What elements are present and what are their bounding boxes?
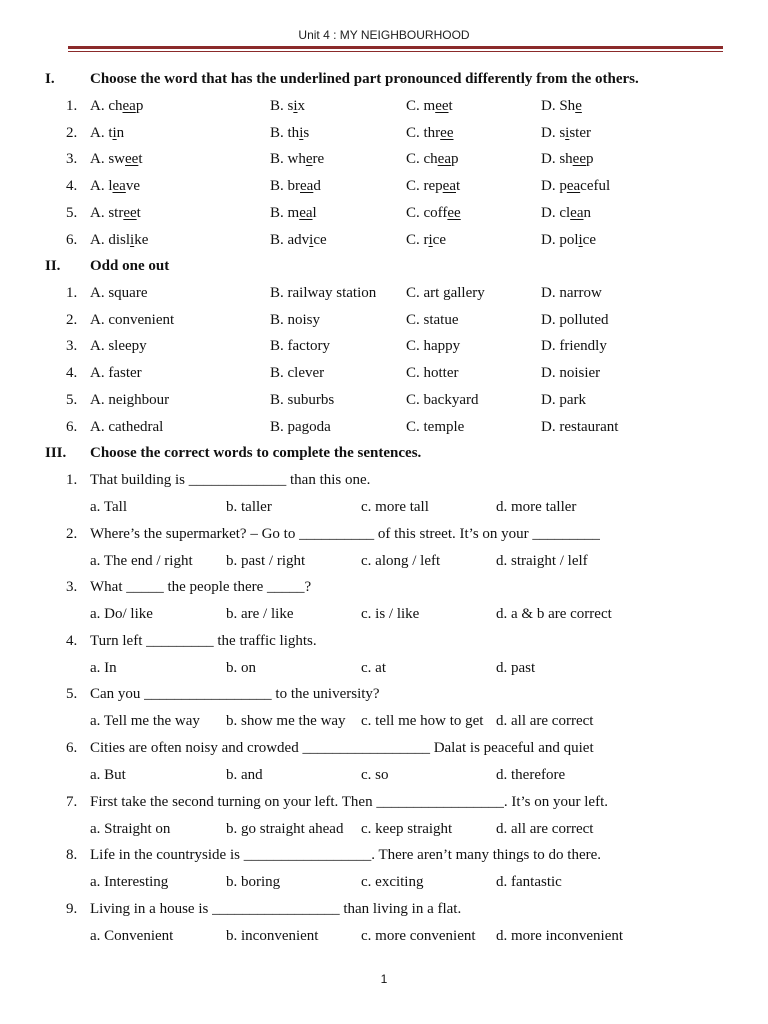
question-number: 1. bbox=[66, 472, 78, 488]
answer-option: B. suburbs bbox=[270, 391, 335, 408]
underlined-part: ee bbox=[435, 98, 449, 114]
answer-option: C. repeat bbox=[406, 178, 461, 195]
answer-option: D. police bbox=[541, 231, 596, 248]
answer-option: B. pagoda bbox=[270, 418, 331, 435]
answer-option: C. rice bbox=[406, 231, 446, 248]
header-rule-thick bbox=[68, 46, 723, 49]
answer-option: b. are / like bbox=[226, 606, 294, 623]
answer-option: b. and bbox=[226, 767, 263, 783]
answer-option: B. bread bbox=[270, 178, 321, 195]
question-row bbox=[0, 230, 768, 250]
answer-option: a. In bbox=[90, 659, 117, 676]
answer-option: B. this bbox=[270, 124, 310, 141]
answer-option: C. art gallery bbox=[406, 285, 485, 301]
answer-option: b. show me the way bbox=[226, 713, 346, 730]
question-number: 6. bbox=[66, 231, 78, 248]
section-numeral: III. bbox=[45, 445, 67, 461]
answer-option: a. Tall bbox=[90, 499, 127, 515]
options-row bbox=[0, 765, 768, 785]
underlined-part: ee bbox=[447, 204, 461, 221]
question-row bbox=[0, 123, 768, 143]
answer-option: b. inconvenient bbox=[226, 927, 319, 944]
question-number: 1. bbox=[66, 98, 78, 114]
underlined-part: i bbox=[112, 124, 117, 141]
answer-option: D. peaceful bbox=[541, 178, 611, 195]
answer-option: A. sweet bbox=[90, 151, 143, 168]
question-number: 8. bbox=[66, 847, 78, 864]
question-row bbox=[0, 845, 768, 865]
underlined-part: i bbox=[130, 231, 135, 248]
answer-option: B. factory bbox=[270, 338, 330, 355]
question-row bbox=[0, 417, 768, 437]
answer-option: d. more taller bbox=[496, 499, 577, 515]
section-2-heading bbox=[0, 256, 768, 276]
answer-option: D. sheep bbox=[541, 151, 594, 168]
answer-option: d. a & b are correct bbox=[496, 606, 612, 623]
underlined-part: i bbox=[578, 231, 583, 248]
question-row bbox=[0, 899, 768, 919]
answer-option: B. meal bbox=[270, 204, 317, 221]
options-row bbox=[0, 926, 768, 946]
underlined-part: ee bbox=[125, 151, 139, 168]
answer-option: c. along / left bbox=[361, 552, 441, 569]
answer-option: A. cheap bbox=[90, 98, 144, 114]
answer-option: b. past / right bbox=[226, 552, 306, 569]
question-number: 5. bbox=[66, 204, 78, 221]
answer-option: d. all are correct bbox=[496, 713, 594, 730]
answer-option: C. coffee bbox=[406, 204, 461, 221]
answer-option: C. happy bbox=[406, 338, 461, 355]
answer-option: a. Straight on bbox=[90, 820, 171, 837]
question-text: Can you _________________ to the university? bbox=[90, 686, 380, 703]
question-number: 9. bbox=[66, 900, 78, 917]
options-row bbox=[0, 872, 768, 892]
answer-option: C. backyard bbox=[406, 391, 479, 408]
answer-option: D. park bbox=[541, 391, 586, 408]
question-number: 2. bbox=[66, 525, 78, 542]
section-title: Choose the word that has the underlined part pronounced differently from the others. bbox=[90, 71, 639, 87]
answer-option: a. But bbox=[90, 767, 126, 783]
answer-option: D. clean bbox=[541, 204, 591, 221]
question-text: What _____ the people there _____? bbox=[90, 579, 312, 596]
answer-option: a. Tell me the way bbox=[90, 713, 200, 730]
question-row bbox=[0, 203, 768, 223]
answer-option: D. narrow bbox=[541, 285, 602, 301]
underlined-part: ea bbox=[442, 178, 456, 195]
question-number: 3. bbox=[66, 151, 78, 168]
underlined-part: ea bbox=[122, 98, 136, 114]
answer-option: b. go straight ahead bbox=[226, 820, 344, 837]
answer-option: d. therefore bbox=[496, 767, 566, 783]
answer-option: d. all are correct bbox=[496, 820, 594, 837]
answer-option: A. neighbour bbox=[90, 391, 170, 408]
question-number: 6. bbox=[66, 418, 78, 435]
question-row bbox=[0, 792, 768, 812]
underlined-part: ee bbox=[123, 204, 137, 221]
answer-option: C. statue bbox=[406, 311, 459, 328]
question-row bbox=[0, 310, 768, 330]
answer-option: c. at bbox=[361, 659, 386, 676]
question-row bbox=[0, 96, 768, 116]
question-number: 3. bbox=[66, 579, 78, 596]
answer-option: c. more convenient bbox=[361, 927, 476, 944]
answer-option: a. Do/ like bbox=[90, 606, 153, 623]
question-number: 6. bbox=[66, 740, 78, 756]
options-row bbox=[0, 604, 768, 624]
answer-option: d. past bbox=[496, 659, 536, 676]
question-number: 2. bbox=[66, 124, 78, 141]
answer-option: D. sister bbox=[541, 124, 592, 141]
answer-option: a. Interesting bbox=[90, 874, 169, 891]
section-title: Choose the correct words to complete the sentences. bbox=[90, 445, 422, 461]
question-row bbox=[0, 577, 768, 597]
section-numeral: II. bbox=[45, 258, 61, 274]
options-row bbox=[0, 819, 768, 839]
options-row bbox=[0, 711, 768, 731]
underlined-part: ee bbox=[572, 151, 586, 168]
answer-option: C. meet bbox=[406, 98, 453, 114]
question-row bbox=[0, 336, 768, 356]
answer-option: D. She bbox=[541, 98, 582, 114]
question-row bbox=[0, 470, 768, 490]
question-number: 1. bbox=[66, 285, 78, 301]
answer-option: d. straight / lelf bbox=[496, 552, 588, 569]
answer-option: B. noisy bbox=[270, 311, 321, 328]
answer-option: c. is / like bbox=[361, 606, 420, 623]
answer-option: b. taller bbox=[226, 499, 272, 515]
answer-option: d. fantastic bbox=[496, 874, 562, 891]
options-row bbox=[0, 497, 768, 517]
section-3-heading bbox=[0, 443, 768, 463]
question-number: 2. bbox=[66, 311, 78, 328]
answer-option: c. keep straight bbox=[361, 820, 453, 837]
answer-option: c. tell me how to get bbox=[361, 713, 484, 730]
answer-option: c. so bbox=[361, 767, 389, 783]
answer-option: B. clever bbox=[270, 365, 325, 382]
question-number: 4. bbox=[66, 178, 78, 195]
section-numeral: I. bbox=[45, 71, 55, 87]
answer-option: A. sleepy bbox=[90, 338, 147, 355]
answer-option: A. street bbox=[90, 204, 141, 221]
answer-option: A. faster bbox=[90, 365, 142, 382]
question-row bbox=[0, 363, 768, 383]
question-row bbox=[0, 524, 768, 544]
question-row bbox=[0, 684, 768, 704]
question-number: 4. bbox=[66, 365, 78, 382]
underlined-part: i bbox=[428, 231, 433, 248]
answer-option: B. where bbox=[270, 151, 325, 168]
answer-option: C. three bbox=[406, 124, 454, 141]
question-number: 3. bbox=[66, 338, 78, 355]
answer-option: B. railway station bbox=[270, 285, 377, 301]
question-row bbox=[0, 738, 768, 758]
question-number: 7. bbox=[66, 793, 78, 810]
section-1-heading bbox=[0, 69, 768, 89]
underlined-part: e bbox=[575, 98, 582, 114]
options-row bbox=[0, 551, 768, 571]
underlined-part: ee bbox=[440, 124, 454, 141]
header-rule-thin bbox=[68, 51, 723, 52]
answer-option: a. The end / right bbox=[90, 552, 193, 569]
underlined-part: i bbox=[309, 231, 314, 248]
answer-option: b. boring bbox=[226, 874, 281, 891]
question-text: First take the second turning on your left. Then _________________. It’s on your left. bbox=[90, 793, 608, 810]
answer-option: C. hotter bbox=[406, 365, 459, 382]
answer-option: c. exciting bbox=[361, 874, 424, 891]
answer-option: D. noisier bbox=[541, 365, 601, 382]
section-title: Odd one out bbox=[90, 258, 170, 274]
answer-option: A. square bbox=[90, 285, 148, 301]
question-text: Turn left _________ the traffic lights. bbox=[90, 632, 317, 649]
answer-option: B. six bbox=[270, 98, 306, 114]
underlined-part: e bbox=[305, 151, 313, 168]
page-header-title: Unit 4 : MY NEIGHBOURHOOD bbox=[298, 28, 470, 42]
question-text: Where’s the supermarket? – Go to __________ of this street. It’s on your _________ bbox=[90, 525, 600, 542]
underlined-part: ea bbox=[437, 151, 451, 168]
answer-option: A. tin bbox=[90, 124, 125, 141]
answer-option: D. polluted bbox=[541, 311, 609, 328]
question-number: 5. bbox=[66, 391, 78, 408]
underlined-part: ea bbox=[570, 204, 584, 221]
answer-option: A. cathedral bbox=[90, 418, 164, 435]
answer-option: C. temple bbox=[406, 418, 465, 435]
question-row bbox=[0, 283, 768, 303]
question-number: 4. bbox=[66, 632, 78, 649]
question-row bbox=[0, 631, 768, 651]
question-row bbox=[0, 390, 768, 410]
answer-option: B. advice bbox=[270, 231, 327, 248]
question-text: Cities are often noisy and crowded _________________ Dalat is peaceful and quiet bbox=[90, 740, 594, 756]
underlined-part: i bbox=[293, 98, 298, 114]
underlined-part: ea bbox=[566, 178, 581, 195]
options-row bbox=[0, 658, 768, 678]
underlined-part: i bbox=[299, 124, 304, 141]
question-number: 5. bbox=[66, 686, 78, 703]
question-text: Living in a house is _________________ than living in a flat. bbox=[90, 900, 462, 917]
answer-option: D. friendly bbox=[541, 338, 607, 355]
answer-option: d. more inconvenient bbox=[496, 927, 624, 944]
answer-option: C. cheap bbox=[406, 151, 459, 168]
underlined-part: ea bbox=[299, 204, 313, 221]
page-number: 1 bbox=[380, 972, 388, 986]
answer-option: A. leave bbox=[90, 178, 140, 195]
question-row bbox=[0, 149, 768, 169]
underlined-part: i bbox=[565, 124, 570, 141]
question-text: That building is _____________ than this one. bbox=[90, 472, 371, 488]
answer-option: D. restaurant bbox=[541, 418, 619, 435]
underlined-part: ea bbox=[300, 178, 314, 195]
answer-option: A. convenient bbox=[90, 311, 175, 328]
answer-option: c. more tall bbox=[361, 499, 429, 515]
question-text: Life in the countryside is _________________. There aren’t many things to do there. bbox=[90, 847, 602, 864]
underlined-part: ea bbox=[112, 178, 126, 195]
answer-option: b. on bbox=[226, 659, 256, 676]
answer-option: A. dislike bbox=[90, 231, 149, 248]
question-row bbox=[0, 176, 768, 196]
answer-option: a. Convenient bbox=[90, 927, 174, 944]
